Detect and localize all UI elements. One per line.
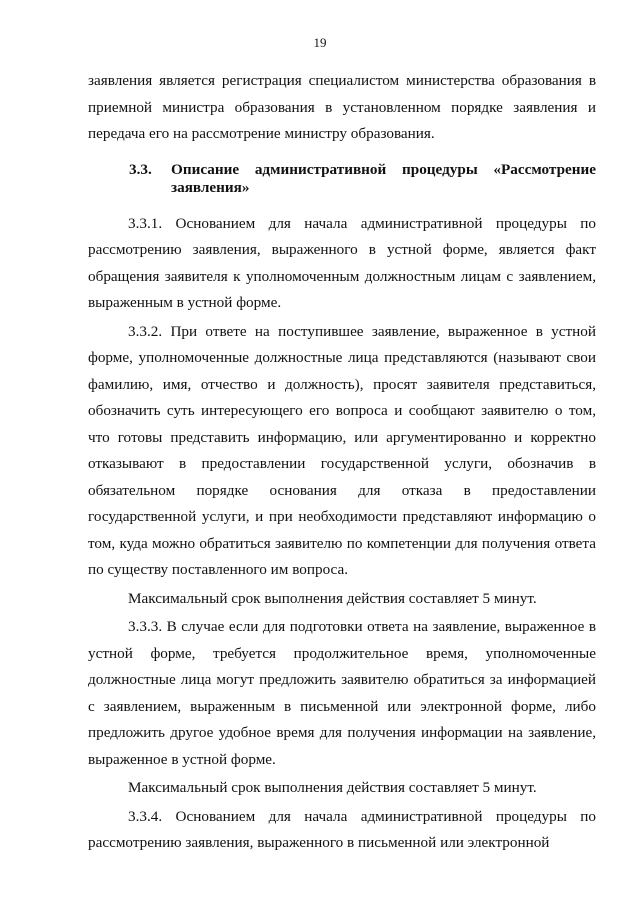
- paragraph-3-3-3: 3.3.3. В случае если для подготовки ответа на заявление, выраженное в устной форме, требуется продолжительное время, уполномоченные должностные лица могут предложить заявителю обратиться за информацией с заявлением, выраженным в письменной или электронной форме, либо предложить другое удобное время для получения информации на заявление, выраженное в устной форме.: [88, 618, 596, 768]
- paragraph-3-3-2: 3.3.2. При ответе на поступившее заявление, выраженное в устной форме, уполномоченные должностные лица представляются (называют свои фамилию, имя, отчество и должность), просят заявителя представиться, обозначить суть интересующего его вопроса и сообщают заявителю о том, что готовы представить информацию, или аргументированно и корректно отказывают в предоставлении государственной услуги, обозначив в обязательном порядке основания для отказа в предоставлении государственной услуги, и при необходимости представляют информацию о том, куда можно обратиться заявителю по компетенции для получения ответа по существу поставленного им вопроса.: [88, 322, 596, 578]
- document-body: [88, 68, 596, 857]
- paragraph-max-time-1: Максимальный срок выполнения действия составляет 5 минут.: [128, 589, 537, 607]
- section-heading: [88, 161, 596, 197]
- paragraph-max-time-2: Максимальный срок выполнения действия составляет 5 минут.: [128, 779, 537, 796]
- paragraph-continuation: заявления является регистрация специалистом министерства образования в приемной министра образования в установленном порядке заявления и передача его на рассмотрение министру образования.: [88, 72, 596, 142]
- page-number: 19: [313, 35, 327, 50]
- section-number: 3.3.: [129, 160, 152, 178]
- paragraph-3-3-1: 3.3.1. Основанием для начала административной процедуры по рассмотрению заявления, выраженного в устной форме, является факт обращения заявителя к уполномоченным должностным лицам с заявлением, выраженным в устной форме.: [88, 214, 596, 311]
- paragraph-3-3-4: 3.3.4. Основанием для начала административной процедуры по рассмотрению заявления, выраженного в письменной или электронной: [88, 807, 596, 851]
- section-title: Описание административной процедуры «Рассмотрение заявления»: [171, 160, 596, 196]
